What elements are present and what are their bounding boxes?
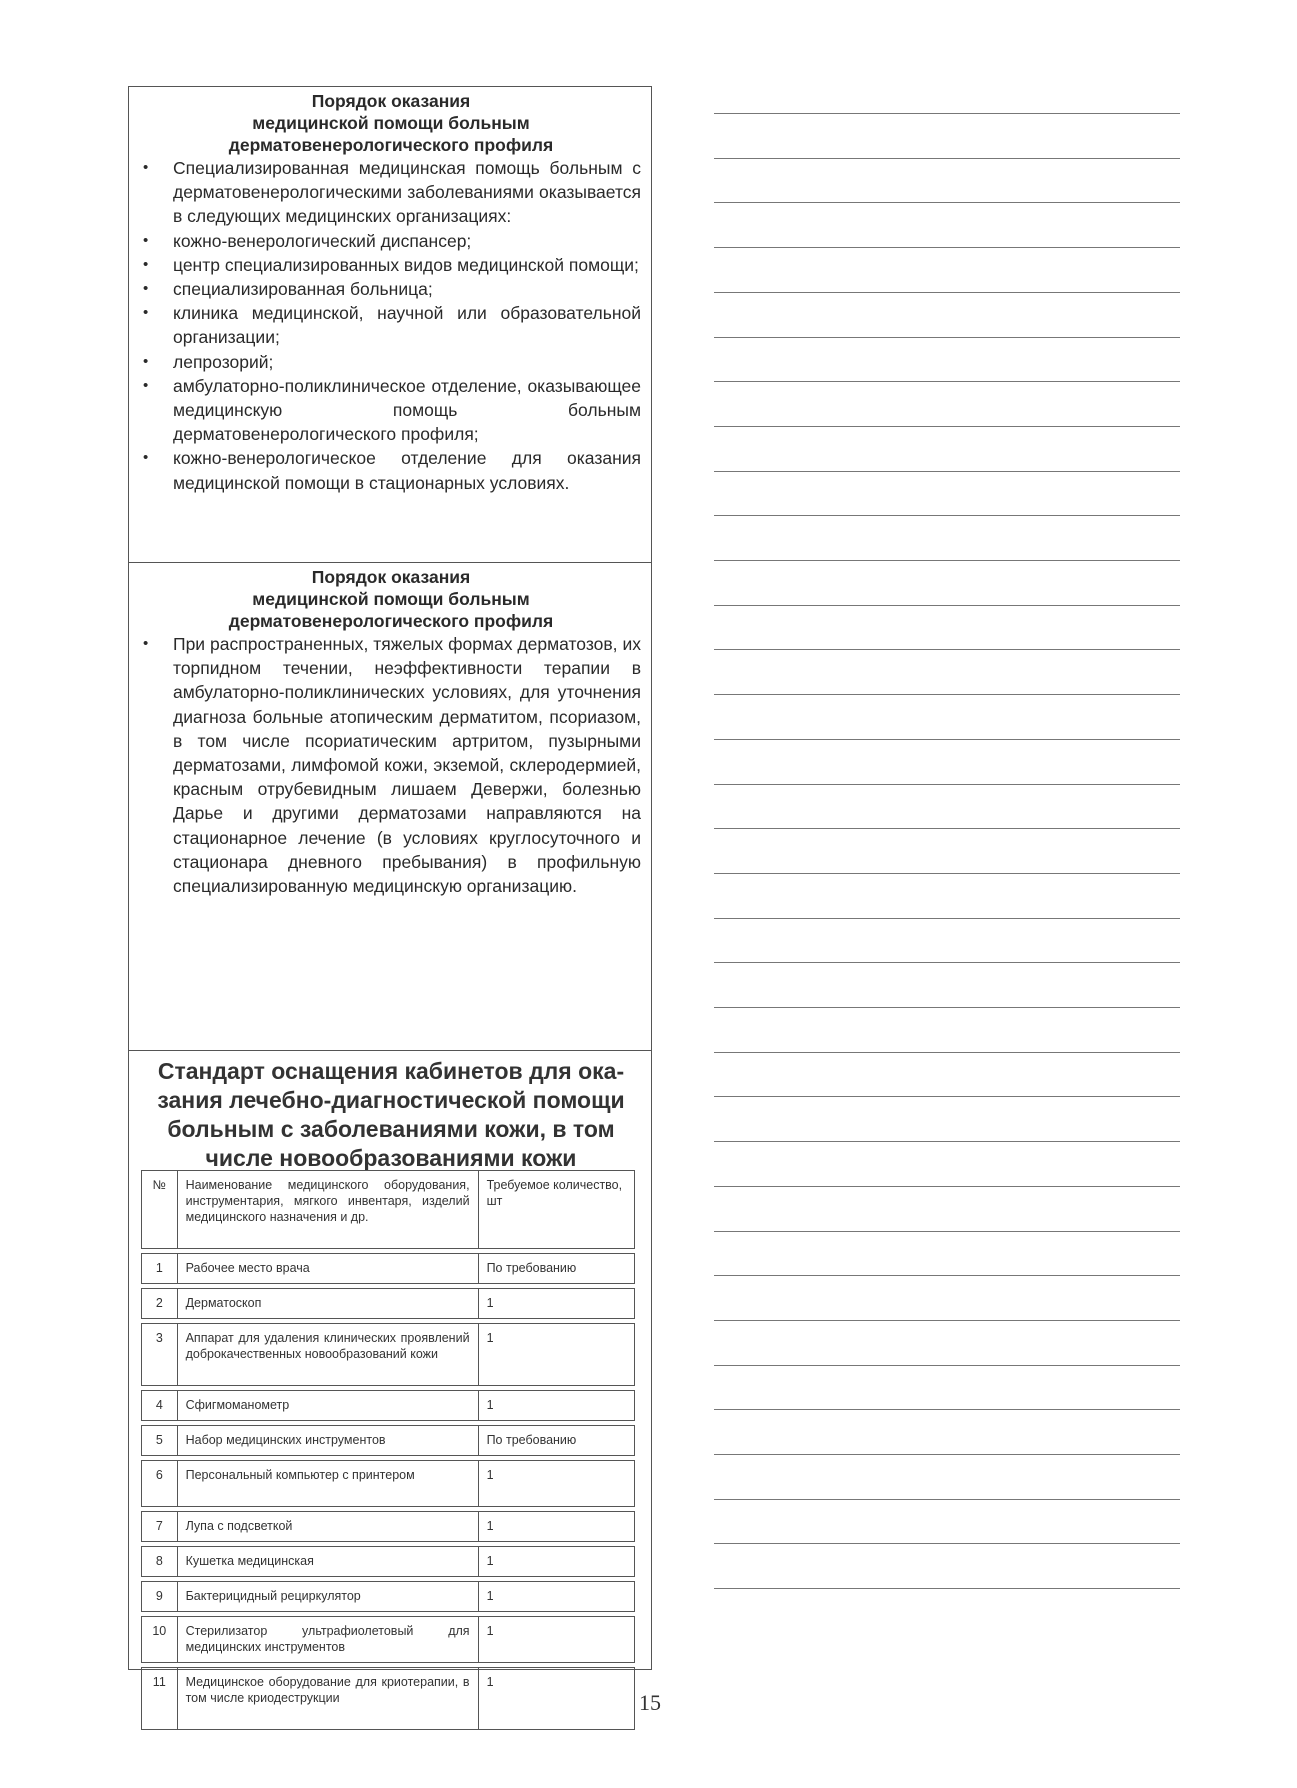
cell-qty: 1 xyxy=(478,1547,634,1577)
section-care-order-1 xyxy=(129,87,651,563)
note-line xyxy=(714,247,1180,248)
cell-name: Аппарат для удаления клинических проявлений доброкачественных новообразований кожи xyxy=(177,1324,478,1386)
cell-name: Дерматоскоп xyxy=(177,1289,478,1319)
note-line xyxy=(714,1365,1180,1366)
note-line xyxy=(714,292,1180,293)
bullet-item: • кожно-венерологическое отделение для оказания медицинской помощи в стационарных условиях. xyxy=(141,446,641,494)
note-line xyxy=(714,381,1180,382)
note-line xyxy=(714,560,1180,561)
note-line xyxy=(714,471,1180,472)
table-row xyxy=(142,1668,635,1730)
bullet-item: • При распространенных, тяжелых формах дерматозов, их торпидном течении, неэффективности терапии в амбулаторно-поликлинических условиях, для уточнения диагноза больные атопическим дерматитом, псориазом, в том числе псориатическим артритом, пузырными дерматозами, лимфомой кожи, экземой, склеродермией, красным отрубевидным лишаем Девержи, болезнью Дарье и другими дерматозами направляются на стационарное лечение (в условиях круглосуточного и стационара дневного пребывания) в профильную специализированную медицинскую организацию. xyxy=(141,632,641,898)
title-line: больным с заболеваниями кожи, в том xyxy=(167,1116,615,1142)
note-line xyxy=(714,1096,1180,1097)
left-column xyxy=(128,86,652,1705)
standard-title xyxy=(141,1057,641,1173)
cell-num: 5 xyxy=(142,1426,178,1456)
cell-name: Набор медицинских инструментов xyxy=(177,1426,478,1456)
equipment-table xyxy=(141,1170,635,1730)
note-line xyxy=(714,1231,1180,1232)
note-line xyxy=(714,1007,1180,1008)
bullet-item: • специализированная больница; xyxy=(141,277,641,301)
section-equipment-standard xyxy=(129,1051,651,1705)
cell-name: Лупа с подсветкой xyxy=(177,1512,478,1542)
header-name: Наименование медицинского оборудования, инструментария, мягкого инвентаря, изделий медицинского назначения и др. xyxy=(177,1171,478,1249)
title-line: Порядок оказания xyxy=(311,91,471,111)
table-row xyxy=(142,1582,635,1612)
cell-name: Рабочее место врача xyxy=(177,1254,478,1284)
cell-num: 4 xyxy=(142,1391,178,1421)
note-line xyxy=(714,158,1180,159)
note-line xyxy=(714,739,1180,740)
cell-qty: 1 xyxy=(478,1668,634,1730)
cell-num: 2 xyxy=(142,1289,178,1319)
bullet-list xyxy=(141,632,641,898)
bullet-item: • лепрозорий; xyxy=(141,350,641,374)
cell-name: Кушетка медицинская xyxy=(177,1547,478,1577)
note-line xyxy=(714,426,1180,427)
cell-num: 3 xyxy=(142,1324,178,1386)
title-line: зания лечебно-диагностической помощи xyxy=(157,1087,625,1113)
section-care-order-2 xyxy=(129,563,651,1051)
note-line xyxy=(714,1320,1180,1321)
header-num: № xyxy=(142,1171,178,1249)
cell-num: 11 xyxy=(142,1668,178,1730)
cell-qty: 1 xyxy=(478,1582,634,1612)
note-line xyxy=(714,1141,1180,1142)
title-line: дерматовенерологического профиля xyxy=(228,135,554,155)
bullet-item: • Специализированная медицинская помощь больным с дерматовенерологическими заболеваниями оказывается в следующих медицинских организациях: xyxy=(141,156,641,229)
section-title xyxy=(141,90,641,156)
note-line xyxy=(714,694,1180,695)
section-title xyxy=(141,566,641,632)
table-row xyxy=(142,1391,635,1421)
bullet-item: • клиника медицинской, научной или образовательной организации; xyxy=(141,301,641,349)
note-line xyxy=(714,1186,1180,1187)
page-number: 15 xyxy=(639,1690,661,1715)
cell-qty: 1 xyxy=(478,1324,634,1386)
table-row xyxy=(142,1547,635,1577)
cell-qty: 1 xyxy=(478,1391,634,1421)
cell-qty: 1 xyxy=(478,1461,634,1507)
note-line xyxy=(714,784,1180,785)
cell-num: 8 xyxy=(142,1547,178,1577)
cell-qty: 1 xyxy=(478,1289,634,1319)
cell-qty: По требованию xyxy=(478,1254,634,1284)
cell-num: 10 xyxy=(142,1617,178,1663)
note-line xyxy=(714,1409,1180,1410)
bullet-item: • амбулаторно-поликлиническое отделение, оказывающее медицинскую помощь больным дерматовенерологического профиля; xyxy=(141,374,641,447)
bullet-list xyxy=(141,156,641,495)
note-line xyxy=(714,1543,1180,1544)
cell-qty: 1 xyxy=(478,1617,634,1663)
table-row xyxy=(142,1289,635,1319)
table-row xyxy=(142,1324,635,1386)
title-line: числе новообразованиями кожи xyxy=(205,1145,577,1171)
note-line xyxy=(714,918,1180,919)
cell-num: 9 xyxy=(142,1582,178,1612)
cell-name: Медицинское оборудование для криотерапии, в том числе криодеструкции xyxy=(177,1668,478,1730)
note-line xyxy=(714,1499,1180,1500)
note-line xyxy=(714,1454,1180,1455)
note-line xyxy=(714,1275,1180,1276)
title-line: медицинской помощи больным xyxy=(252,113,530,133)
cell-qty: По требованию xyxy=(478,1426,634,1456)
note-line xyxy=(714,515,1180,516)
note-line xyxy=(714,873,1180,874)
note-line xyxy=(714,337,1180,338)
title-line: медицинской помощи больным xyxy=(252,589,530,609)
title-line: Порядок оказания xyxy=(311,567,471,587)
table-row xyxy=(142,1426,635,1456)
note-line xyxy=(714,1588,1180,1589)
note-line xyxy=(714,828,1180,829)
cell-num: 1 xyxy=(142,1254,178,1284)
note-line xyxy=(714,113,1180,114)
title-line: дерматовенерологического профиля xyxy=(228,611,554,631)
header-qty: Требуемое количество, шт xyxy=(478,1171,634,1249)
table-row xyxy=(142,1254,635,1284)
title-line: Стандарт оснащения кабинетов для ока- xyxy=(157,1058,625,1084)
ruled-note-lines xyxy=(714,0,1180,1700)
note-line xyxy=(714,605,1180,606)
cell-name: Персональный компьютер с принтером xyxy=(177,1461,478,1507)
note-line xyxy=(714,1052,1180,1053)
bullet-item: • центр специализированных видов медицинской помощи; xyxy=(141,253,641,277)
cell-qty: 1 xyxy=(478,1512,634,1542)
table-row xyxy=(142,1617,635,1663)
table-header-row xyxy=(142,1171,635,1249)
note-line xyxy=(714,202,1180,203)
note-line xyxy=(714,649,1180,650)
cell-name: Стерилизатор ультрафиолетовый для медицинских инструментов xyxy=(177,1617,478,1663)
table-row xyxy=(142,1461,635,1507)
note-line xyxy=(714,962,1180,963)
cell-num: 6 xyxy=(142,1461,178,1507)
table-row xyxy=(142,1512,635,1542)
bullet-item: • кожно-венерологический диспансер; xyxy=(141,229,641,253)
cell-num: 7 xyxy=(142,1512,178,1542)
cell-name: Сфигмоманометр xyxy=(177,1391,478,1421)
cell-name: Бактерицидный рециркулятор xyxy=(177,1582,478,1612)
